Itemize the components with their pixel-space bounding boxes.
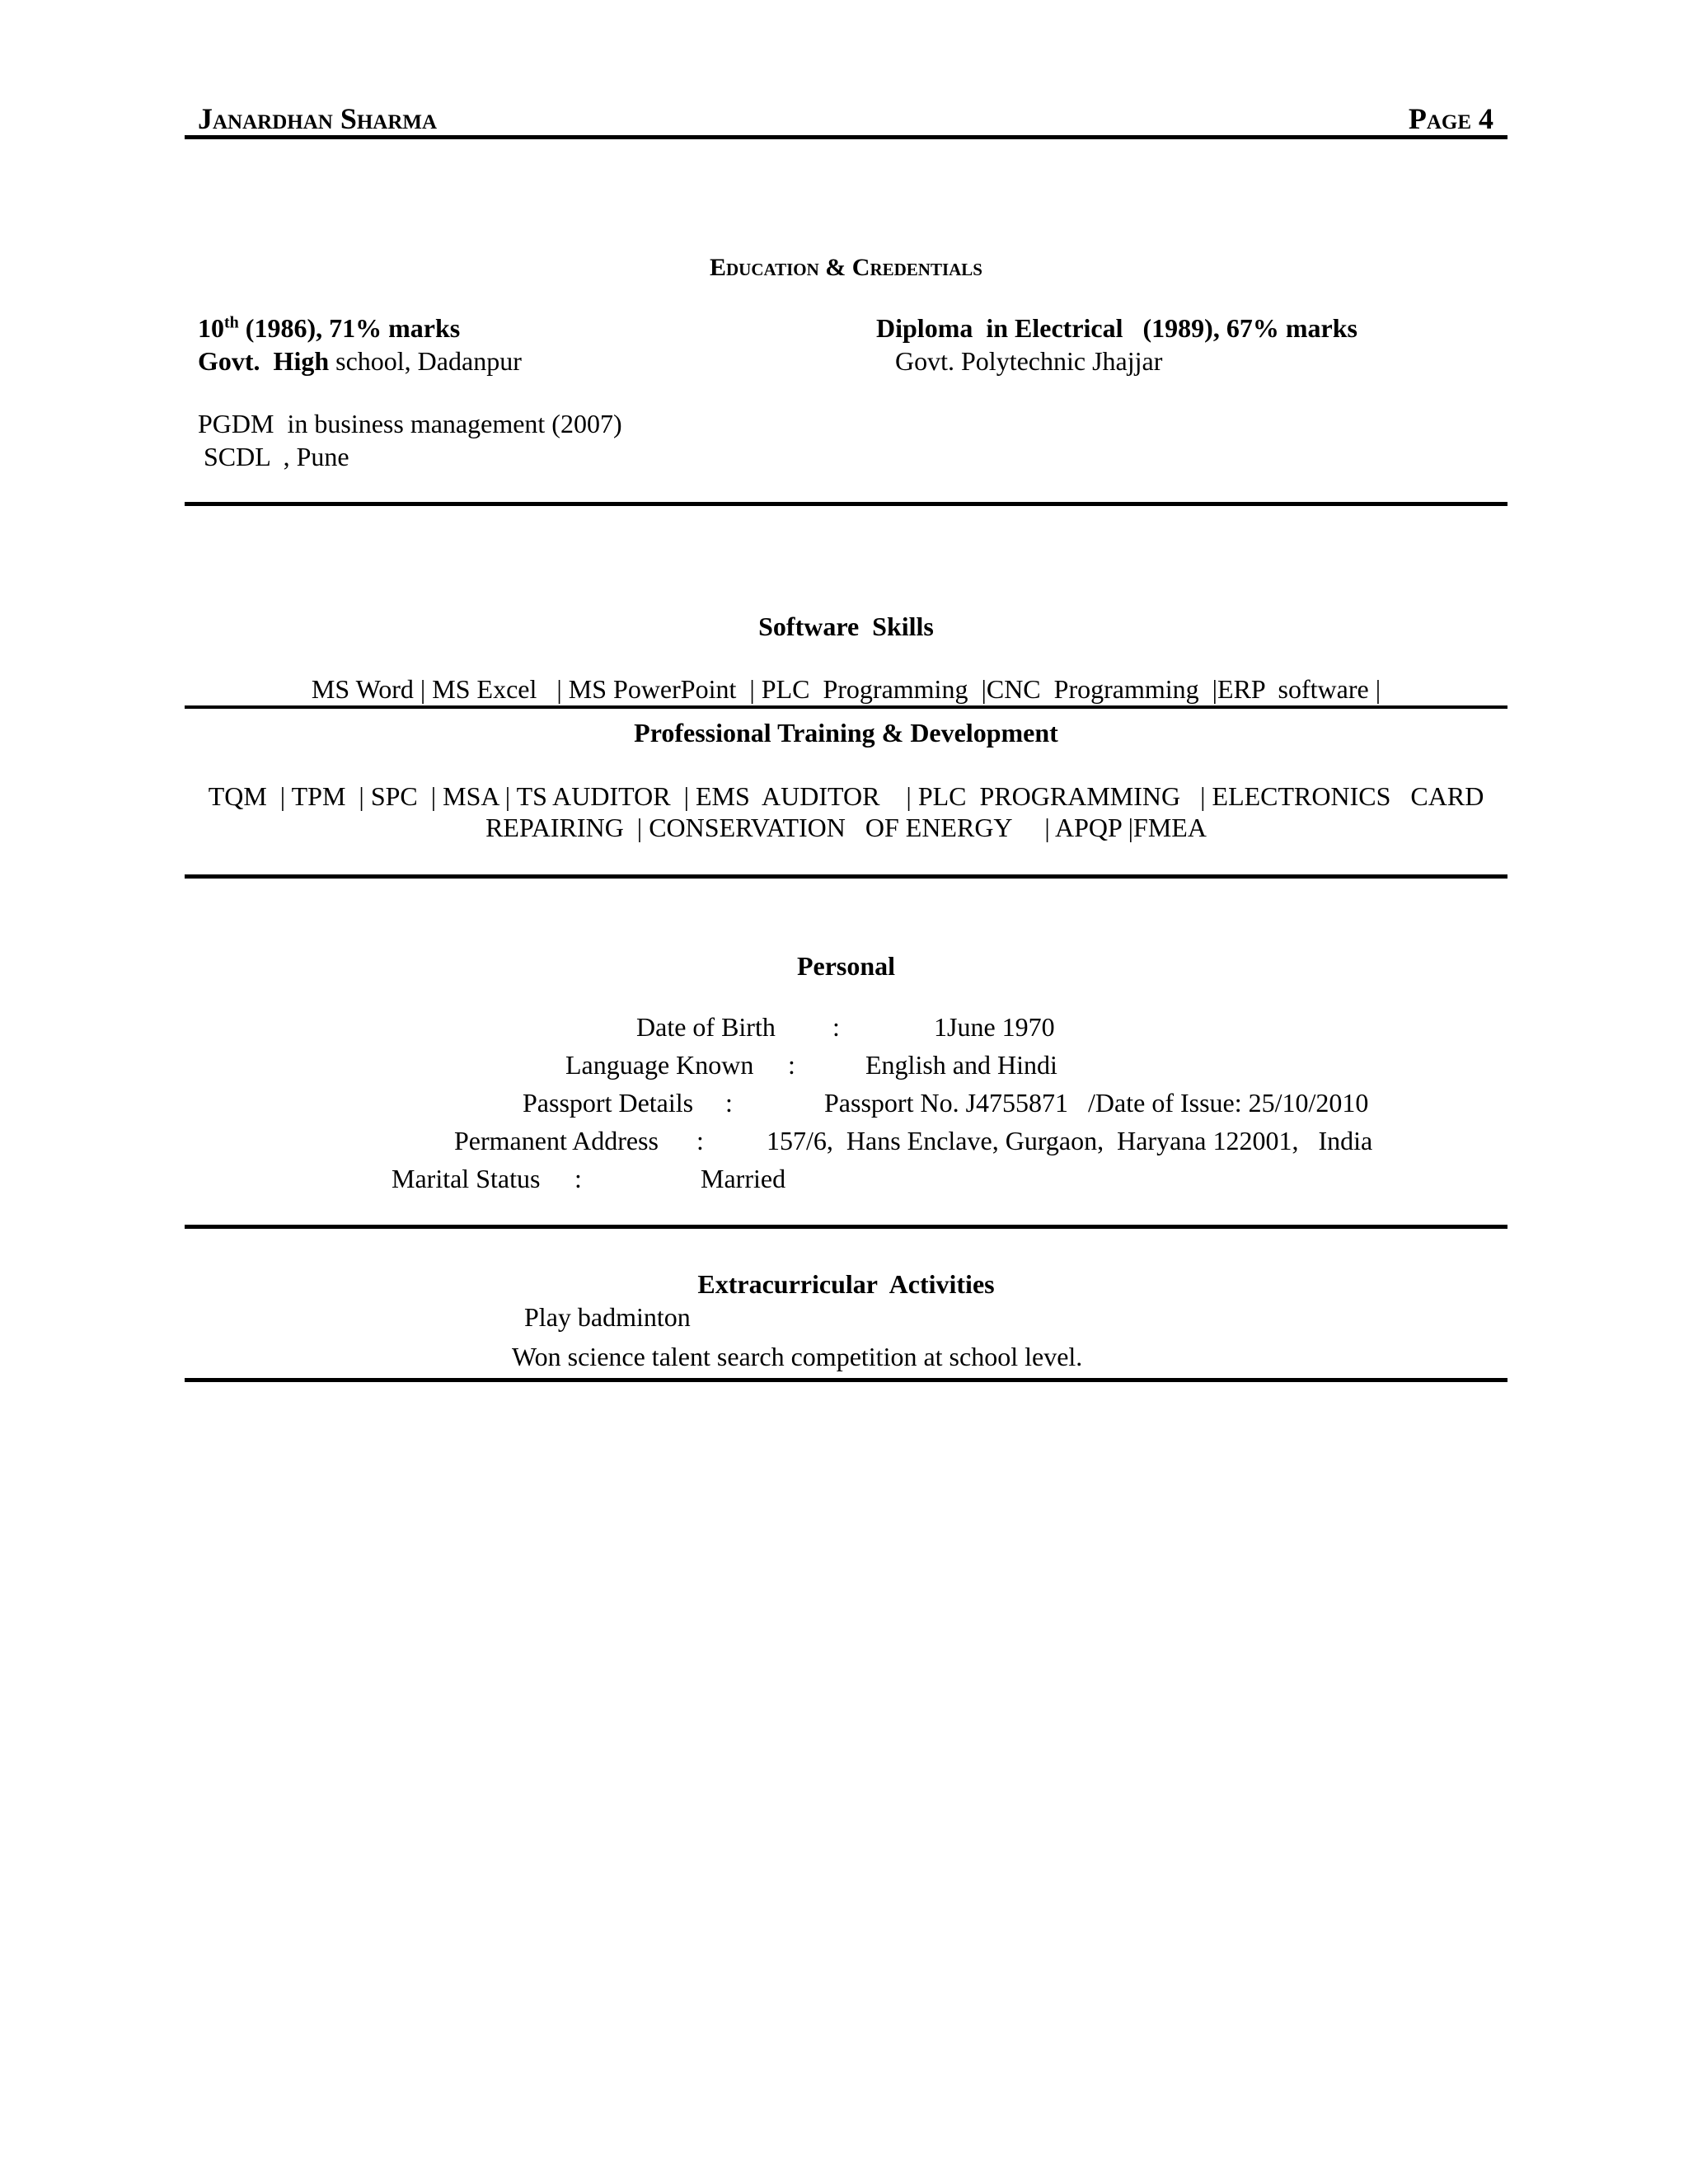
personal-marital-label: Marital Status: [392, 1164, 541, 1193]
training-line-2: REPAIRING | CONSERVATION OF ENERGY | APQP |FMEA: [485, 813, 1207, 842]
personal-dob-label: Date of Birth: [636, 1012, 776, 1042]
education-heading: Education & Credentials: [710, 254, 982, 281]
training-line-1: TQM | TPM | SPC | MSA | TS AUDITOR | EMS AUDITOR | PLC PROGRAMMING | ELECTRONICS CARD: [208, 781, 1484, 811]
activities-item-1: Play badminton: [524, 1302, 691, 1332]
personal-language-colon: :: [788, 1050, 795, 1080]
education-10th-institution: [198, 344, 522, 377]
personal-address-label: Permanent Address: [454, 1126, 659, 1155]
personal-rule: [185, 1225, 1507, 1229]
personal-passport-colon: :: [725, 1088, 733, 1118]
education-10th-suffix: th: [224, 313, 239, 332]
personal-address-colon: :: [696, 1126, 704, 1155]
education-pgdm-institution: SCDL , Pune: [204, 442, 349, 471]
header-name: Janardhan Sharma: [198, 102, 438, 135]
education-diploma-institution: Govt. Polytechnic Jhajjar: [895, 346, 1163, 376]
personal-marital-value: Married: [701, 1164, 786, 1193]
education-pgdm-title: PGDM in business management (2007): [198, 409, 622, 438]
education-10th-year-marks: (1986), 71% marks: [238, 313, 461, 343]
training-heading: Professional Training & Development: [634, 718, 1058, 748]
personal-passport-value: Passport No. J4755871 /Date of Issue: 25/10/2010: [824, 1088, 1369, 1118]
personal-dob-colon: :: [832, 1012, 840, 1042]
software-skills-list: MS Word | MS Excel | MS PowerPoint | PLC Programming |CNC Programming |ERP software |: [311, 674, 1381, 704]
education-rule: [185, 502, 1507, 506]
personal-address-value: 157/6, Hans Enclave, Gurgaon, Haryana 122001, India: [767, 1126, 1373, 1155]
activities-item-2: Won science talent search competition at school level.: [512, 1342, 1083, 1371]
header-rule: [185, 135, 1507, 139]
education-10th-title: [198, 312, 460, 344]
training-rule: [185, 874, 1507, 879]
education-diploma-title: Diploma in Electrical (1989), 67% marks: [876, 313, 1357, 343]
personal-dob-value: 1June 1970: [934, 1012, 1055, 1042]
activities-heading: Extracurricular Activities: [697, 1269, 995, 1299]
activities-rule: [185, 1378, 1507, 1382]
education-10th-institution-bold: Govt. High: [198, 346, 330, 376]
education-10th-institution-rest: school, Dadanpur: [329, 346, 522, 376]
header-page-number: Page 4: [1408, 102, 1493, 135]
personal-passport-label: Passport Details: [523, 1088, 694, 1118]
personal-heading: Personal: [796, 951, 896, 981]
software-rule: [185, 705, 1507, 709]
personal-marital-colon: :: [574, 1164, 582, 1193]
personal-language-value: English and Hindi: [865, 1050, 1057, 1080]
personal-language-label: Language Known: [565, 1050, 754, 1080]
education-10th-grade: 10: [198, 313, 224, 343]
software-heading: Software Skills: [758, 612, 934, 641]
